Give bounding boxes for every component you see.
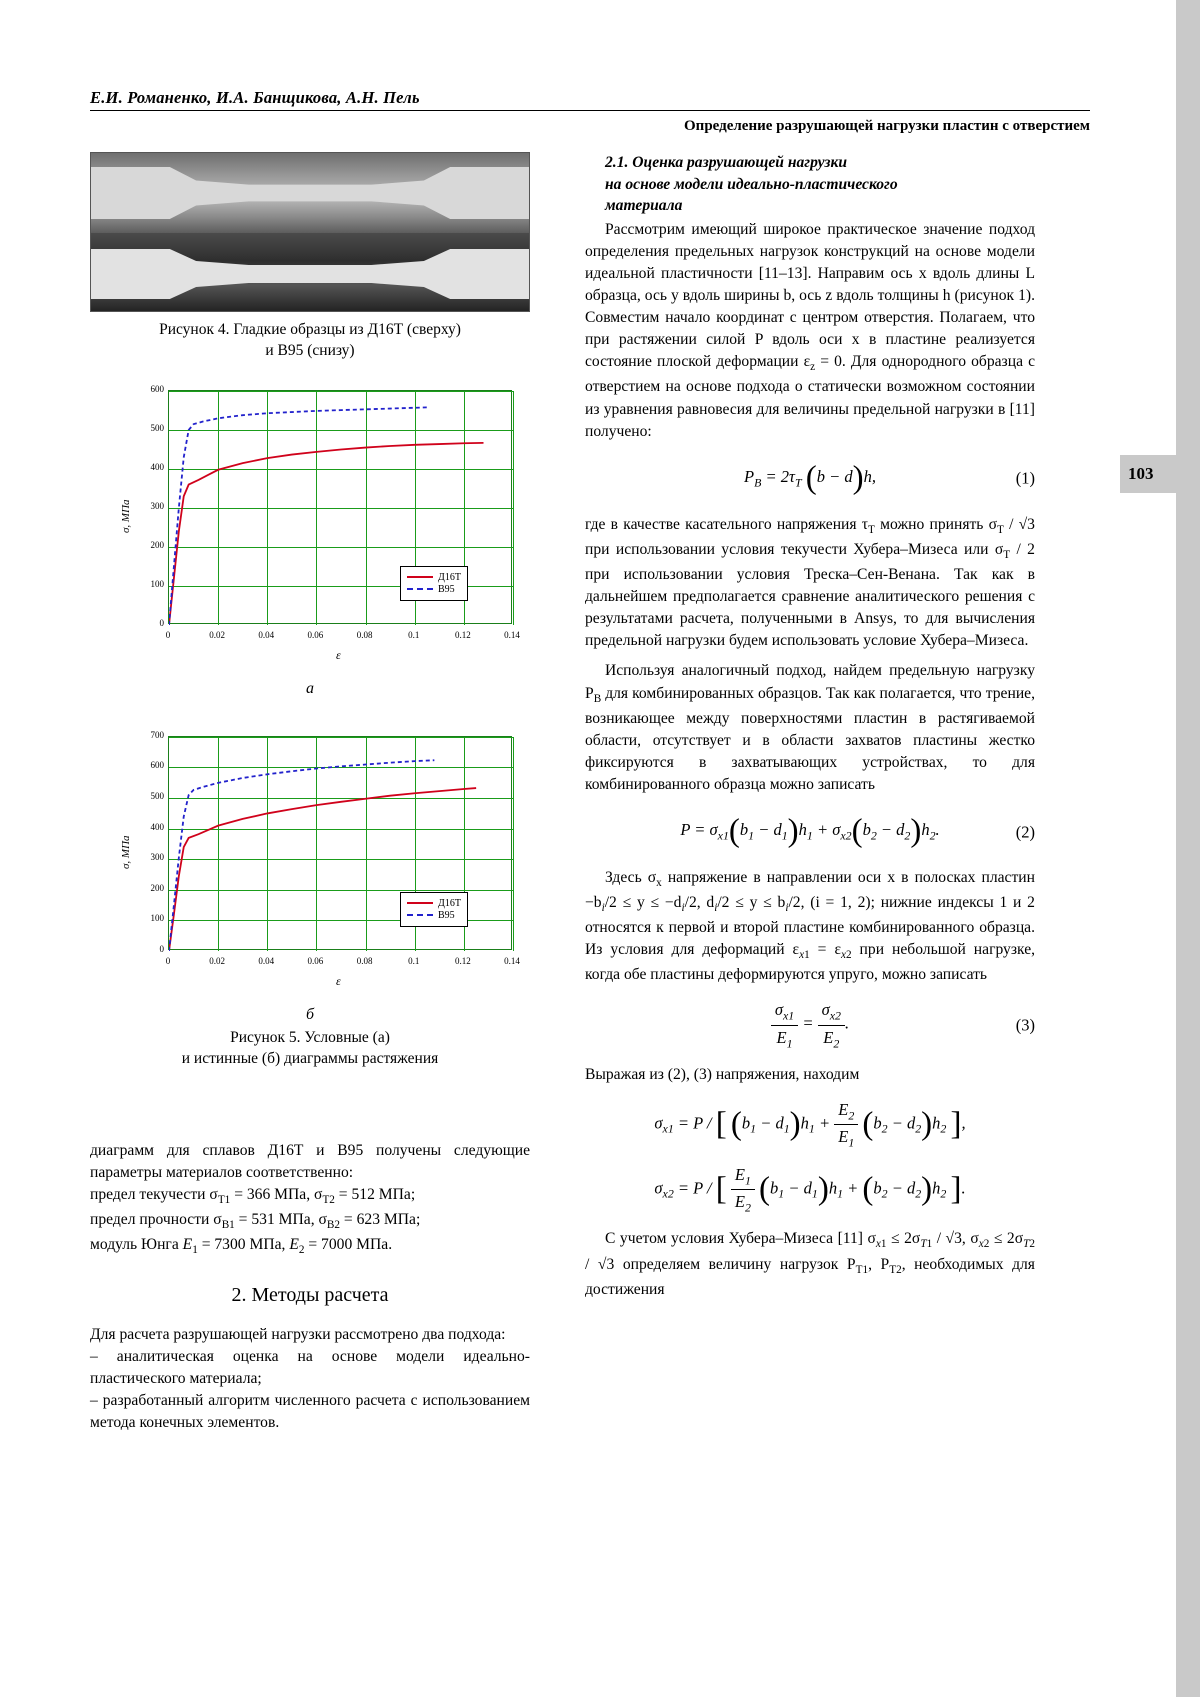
legend-item [407, 910, 461, 921]
equation-1-number: (1) [1015, 468, 1035, 488]
x-tick-label: 0.06 [307, 629, 324, 640]
legend-swatch [407, 914, 433, 916]
gridline [513, 737, 514, 951]
authors-line: Е.И. Романенко, И.А. Банщикова, А.Н. Пель [90, 88, 420, 107]
right-para-1: Рассмотрим имеющий широкое практическое значение подход определения предельных нагрузок конструкций на основе модели идеальной пластичности [11–13]. Направим ось x вдоль длины L образца, ось y вдоль ширины b, ось z вдоль толщины h (рисунок 1). Совместим начало координат с центром отверстия. Полагаем, что при растяжении силой P вдоль оси x в пластине реализуется состояние плоской деформации $\varepsilon_z = 0$. Для однородного образца с отверстием на основе подхода о статически возможном состоянии из уравнения равновесия для величины предельной нагрузки в [11] получено: [585, 220, 1035, 440]
y-tick-label: 700 [150, 729, 164, 740]
right-column [585, 152, 1035, 1301]
y-tick-label: 100 [150, 913, 164, 924]
figure-5-caption-line1: Рисунок 5. Условные (а) [230, 1028, 390, 1046]
equation-5: $\sigma_{x2} = P$ / [ $\frac{E_1}{E_2}$ $(b_1 - d_1)h_1 + (b_2 - d_2)h_2$ ]. [654, 1165, 966, 1215]
page-number: 103 [1120, 455, 1176, 493]
legend-label: В95 [438, 583, 455, 595]
y-tick-label-zero: 0 [159, 617, 164, 628]
figure-4-caption-line2: и В95 (снизу) [265, 341, 355, 359]
y-axis-label: σ, МПа [120, 499, 132, 533]
right-para-4: Здесь $\sigma_x$ напряжение в направлении оси x в полосках пластин $-b_i/2 \le y \le -d_i/2$, $d_i/2 \le y \le b_i/2$, (i = 1, 2); нижние индексы 1 и 2 относятся к первой и второй пластине комбинированного образца. Из условия для деформаций $\varepsilon_{x1} = \varepsilon_{x2}$ при небольшой нагрузке, когда обе пластины деформируются упруго, можно записать [585, 868, 1036, 984]
y-tick-label: 200 [150, 882, 164, 893]
figure-4-caption [90, 320, 530, 362]
chart-b [90, 722, 530, 1002]
subsection-title-line2: на основе модели идеально-пластического [605, 175, 898, 193]
left-para-7: – разработанный алгоритм численного расчета с использованием метода конечных элементов. [90, 1392, 530, 1432]
chart-a [90, 376, 530, 676]
subsection-title-line3: материала [605, 197, 683, 215]
left-column [90, 152, 530, 1070]
y-tick-label: 100 [150, 578, 164, 589]
x-tick-label: 0.14 [504, 955, 520, 966]
running-title: Определение разрушающей нагрузки пластин с отверстием [684, 118, 1090, 134]
x-tick-label: 0.06 [307, 955, 324, 966]
right-para-3: Используя аналогичный подход, найдем предельную нагрузку $P_В$ для комбинированных образцов. Так как полагается, что трение, возникающее между поверхностями пластин в растягиваемой области, отсутствует и в области захватов пластины жестко фиксируются в захватывающих устройствах, то для комбинированного образца можно записать [585, 662, 1035, 793]
x-tick-label: 0.02 [209, 629, 226, 640]
left-para-3: предел прочности $\sigma_{В1} = 531$ МПа, $\sigma_{В2} = 623$ МПа; [90, 1211, 421, 1232]
x-tick-label: 0.14 [504, 629, 520, 640]
left-para-4: модуль Юнга $E_1 = 7300$ МПа, $E_2 = 7000$ МПа. [90, 1236, 393, 1257]
figure-5-caption-line2: и истинные (б) диаграммы растяжения [181, 1049, 439, 1067]
subsection-title [585, 152, 1035, 217]
figure-4-photo [90, 152, 530, 312]
left-column-text [90, 1140, 530, 1435]
right-para-6: С учетом условия Хубера–Мизеса [11] $\sigma_{x1} \le 2\sigma_{T1} / √3$, $\sigma_{x2} \le 2\sigma_{T2} / √3$ определяем величину нагрузок $P_{Т1}$, $P_{Т2}$, необходимых для достижения [585, 1230, 1035, 1298]
legend-label: В95 [438, 909, 455, 921]
chart-a-legend [400, 566, 468, 601]
equation-2-number: (2) [1015, 821, 1035, 841]
y-tick-label: 400 [150, 461, 164, 472]
y-tick-label: 500 [150, 790, 164, 801]
y-tick-label: 500 [150, 422, 164, 433]
header-rule [90, 110, 1090, 111]
figure-4-caption-line1: Рисунок 4. Гладкие образцы из Д16Т (сверху) [159, 321, 461, 338]
figure-5a-wrap [90, 376, 530, 698]
equation-3-number: (3) [1015, 1015, 1035, 1035]
figure-5-caption [90, 1028, 530, 1070]
legend-item [407, 898, 461, 909]
left-para-2: предел текучести $\sigma_{Т1} = 366$ МПа, $\sigma_{Т2} = 512$ МПа; [90, 1186, 416, 1207]
legend-swatch [407, 902, 433, 904]
left-para-5: Для расчета разрушающей нагрузки рассмотрено два подхода: [90, 1325, 506, 1343]
chart-b-legend [400, 892, 468, 927]
gridline [513, 391, 514, 625]
legend-item [407, 584, 461, 595]
y-tick-label-zero: 0 [159, 943, 164, 954]
legend-label: Д16Т [438, 571, 461, 583]
legend-swatch [407, 588, 433, 590]
x-tick-label: 0.1 [408, 955, 420, 966]
x-tick-label: 0.12 [454, 955, 471, 966]
left-para-6: – аналитическая оценка на основе модели идеально-пластического материала; [90, 1347, 530, 1388]
x-tick-label: 0.1 [408, 629, 420, 640]
x-tick-label: 0 [165, 955, 171, 966]
section-heading-methods: 2. Методы расчета [231, 1284, 389, 1307]
series-В95 [169, 760, 434, 951]
legend-label: Д16Т [438, 897, 461, 909]
x-tick-label: 0.04 [258, 955, 275, 966]
equation-4: $\sigma_{x1} = P$ / [ $(b_1 - d_1)h_1$ + $\frac{E_2}{E_1}$ $(b_2 - d_2)h_2$ ], [654, 1099, 966, 1150]
equation-3: $\frac{\sigma_{x1}}{E_1}$ = $\frac{\sigma_{x2}}{E_2}$ . (3) [585, 998, 1035, 1051]
y-axis-label: σ, МПа [120, 835, 132, 869]
y-tick-label: 300 [150, 500, 164, 511]
x-tick-label: 0.08 [356, 955, 373, 966]
equation-2: $P = \sigma_{x1}(b_1 - d_1)h_1 + \sigma_{x2}(b_2 - d_2)h_2$. (2) [680, 813, 1035, 850]
x-tick-label: 0.04 [258, 629, 275, 640]
x-tick-label: 0.08 [356, 629, 373, 640]
series-В95 [169, 407, 427, 625]
equation-1: $P_В = 2\tau_T$ (b − d)h, (1) [744, 459, 1035, 496]
figure-5a-label: а [306, 679, 314, 697]
subsection-title-line1: 2.1. Оценка разрушающей нагрузки [605, 154, 848, 171]
y-tick-label: 600 [150, 760, 164, 771]
x-tick-label: 0 [165, 629, 171, 640]
page-edge-bar [1176, 0, 1200, 1697]
y-tick-label: 400 [150, 821, 164, 832]
legend-swatch [407, 576, 433, 578]
left-para-1: диаграмм для сплавов Д16Т и В95 получены следующие параметры материалов соответственно: [90, 1142, 530, 1182]
y-tick-label: 200 [150, 539, 164, 550]
x-axis-label: ε [336, 973, 341, 988]
x-tick-label: 0.12 [454, 629, 471, 640]
legend-item [407, 572, 461, 583]
right-para-2: где в качестве касательного напряжения $\tau_Т$ можно принять $\sigma_T / √3$ при использовании условия текучести Хубера–Мизеса или $\sigma_Т / 2$ при использовании условия Треска–Сен-Венана. Так как в дальнейшем предполагается сравнение аналитического решения с результатами расчета, полученными в Ansys, то для вычисления предельной нагрузки будем использовать условие Хубера–Мизеса. [585, 515, 1035, 650]
right-para-5: Выражая из (2), (3) напряжения, находим [585, 1065, 860, 1083]
x-tick-label: 0.02 [209, 955, 226, 966]
figure-5b-label: б [305, 1005, 315, 1023]
x-axis-label: ε [336, 647, 341, 662]
y-tick-label: 600 [150, 383, 164, 394]
y-tick-label: 300 [150, 852, 164, 863]
figure-5b-wrap [90, 722, 530, 1024]
